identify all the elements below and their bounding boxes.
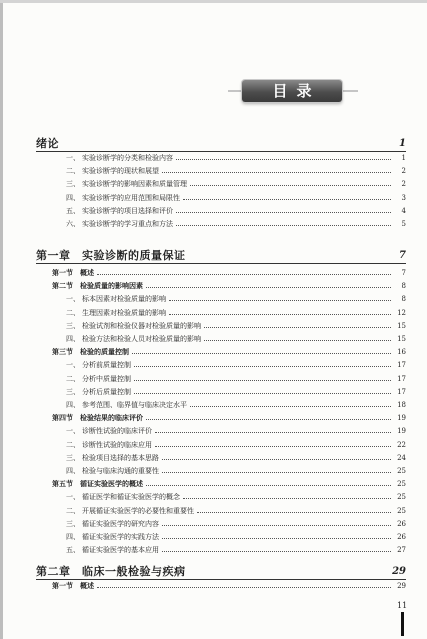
dot-leader: [169, 314, 391, 315]
entry-label: 实验诊断学的现状和展望: [82, 167, 159, 176]
entry-page-number: 16: [397, 348, 406, 357]
entry-label: 循证医学和循证实验医学的概念: [82, 493, 180, 502]
toc-item-entry[interactable]: [66, 293, 406, 305]
entry-label: 检验试剂和检验仪器对检验质量的影响: [82, 321, 201, 330]
entry-label: 实验诊断学的影响因素和质量管理: [82, 180, 187, 189]
entry-page-number: 1: [401, 154, 406, 162]
entry-number: 第一节: [52, 582, 73, 590]
dot-leader: [155, 432, 391, 433]
entry-number: 五、: [66, 546, 80, 555]
entry-label: 实验诊断学的项目选择和评价: [82, 206, 173, 215]
entry-number: 二、: [66, 506, 80, 515]
dot-leader: [176, 159, 391, 160]
toc-item-entry[interactable]: [66, 320, 406, 332]
entry-page-number: 15: [397, 335, 406, 343]
entry-number: 第二节: [52, 282, 73, 291]
entry-number: 四、: [66, 335, 80, 343]
entry-label: 开展循证实验医学的必要性和重要性: [82, 506, 194, 515]
entry-number: 二、: [66, 167, 80, 176]
toc-item-entry[interactable]: [66, 452, 406, 464]
section-page-number: 7: [399, 250, 406, 261]
dot-leader: [197, 512, 391, 513]
entry-page-number: 2: [401, 167, 406, 176]
entry-label: 标本因素对检验质量的影响: [82, 295, 166, 304]
entry-page-number: 26: [397, 519, 406, 528]
entry-page-number: 25: [397, 480, 406, 489]
entry-page-number: 5: [401, 220, 406, 228]
entry-label: 生理因素对检验质量的影响: [82, 308, 166, 317]
entry-label: 实验诊断学的学习重点和方法: [82, 220, 173, 228]
dot-leader: [183, 498, 391, 499]
entry-label: 检验的质量控制: [80, 348, 129, 357]
page-edge-shadow: [0, 0, 3, 639]
entry-number: 三、: [66, 519, 80, 528]
entry-page-number: 27: [397, 546, 406, 555]
toc-item-entry[interactable]: [66, 399, 406, 411]
entry-number: 二、: [66, 374, 80, 383]
entry-label: 参考范围、临界值与临床决定水平: [82, 401, 187, 409]
toc-item-entry[interactable]: [66, 544, 406, 556]
dot-leader: [183, 199, 391, 200]
toc-item-entry[interactable]: [66, 359, 406, 371]
entry-number: 三、: [66, 180, 80, 189]
entry-label: 检验结果的临床评价: [80, 414, 143, 423]
entry-number: 四、: [66, 193, 80, 202]
toc-item-entry[interactable]: [66, 373, 406, 385]
section-title: 第二章 临床一般检验与疾病: [36, 565, 186, 578]
dot-leader: [162, 538, 391, 539]
entry-number: 第四节: [52, 414, 73, 423]
dot-leader: [176, 225, 391, 226]
section-underline: [36, 263, 406, 264]
toc-item-entry[interactable]: [66, 307, 406, 319]
dot-leader: [155, 446, 391, 447]
entry-number: 四、: [66, 467, 80, 475]
entry-page-number: 19: [397, 414, 406, 423]
section-title: 绪论: [36, 137, 59, 150]
entry-number: 一、: [66, 427, 80, 436]
toc-item-entry[interactable]: [66, 439, 406, 451]
entry-label: 检验项目选择的基本思路: [82, 453, 159, 462]
dot-leader: [162, 459, 391, 460]
entry-number: 五、: [66, 206, 80, 215]
toc-item-entry[interactable]: [66, 192, 406, 204]
dot-leader: [132, 353, 391, 354]
dot-leader: [190, 185, 391, 186]
dot-leader: [204, 340, 391, 341]
dot-leader: [190, 406, 391, 407]
entry-label: 检验质量的影响因素: [80, 282, 143, 291]
entry-label: 检验与临床沟通的重要性: [82, 467, 159, 475]
section-page-number: 29: [392, 566, 406, 577]
entry-number: 四、: [66, 533, 80, 541]
entry-page-number: 24: [397, 453, 406, 462]
toc-item-entry[interactable]: [66, 386, 406, 398]
entry-page-number: 17: [397, 374, 406, 383]
entry-page-number: 22: [397, 440, 406, 449]
toc-item-entry[interactable]: [66, 518, 406, 530]
dot-leader: [162, 551, 391, 552]
entry-page-number: 25: [397, 493, 406, 502]
entry-label: 检验方法和检验人员对检验质量的影响: [82, 335, 201, 343]
entry-page-number: 15: [397, 321, 406, 330]
entry-page-number: 17: [397, 387, 406, 396]
dot-leader: [134, 393, 391, 394]
entry-label: 概述: [80, 269, 94, 277]
toc-subsection-entry[interactable]: [52, 412, 406, 424]
entry-number: 第一节: [52, 269, 73, 277]
entry-page-number: 3: [401, 193, 406, 202]
entry-number: 二、: [66, 440, 80, 449]
entry-number: 六、: [66, 220, 80, 228]
toc-subsection-entry[interactable]: [52, 267, 406, 279]
section-title: 第一章 实验诊断的质量保证: [36, 249, 186, 262]
entry-page-number: 4: [401, 206, 406, 215]
dot-leader: [97, 587, 391, 588]
entry-page-number: 12: [397, 308, 406, 317]
entry-page-number: 25: [397, 506, 406, 515]
section-page-number: 1: [399, 138, 406, 149]
entry-label: 分析后质量控制: [82, 387, 131, 396]
entry-page-number: 2: [401, 180, 406, 189]
dot-leader: [134, 380, 391, 381]
entry-page-number: 25: [397, 467, 406, 475]
dot-leader: [97, 274, 391, 275]
toc-item-entry[interactable]: [66, 178, 406, 190]
entry-page-number: 8: [401, 295, 406, 304]
dot-leader: [134, 366, 391, 367]
entry-number: 三、: [66, 321, 80, 330]
page-title: 目录: [272, 82, 321, 100]
entry-page-number: 29: [397, 582, 406, 590]
entry-number: 四、: [66, 401, 80, 409]
entry-label: 分析前质量控制: [82, 361, 131, 370]
entry-label: 诊断性试验的临床应用: [82, 440, 152, 449]
entry-label: 实验诊断学的应用范围和局限性: [82, 193, 180, 202]
toc-subsection-entry[interactable]: [52, 478, 406, 490]
dot-leader: [146, 287, 391, 288]
entry-label: 实验诊断学的分类和检验内容: [82, 154, 173, 162]
dot-leader: [162, 472, 391, 473]
entry-page-number: 8: [401, 282, 406, 291]
toc-subsection-entry[interactable]: [52, 580, 406, 592]
entry-label: 循证实验医学的研究内容: [82, 519, 159, 528]
toc-item-entry[interactable]: [66, 165, 406, 177]
dot-leader: [204, 327, 391, 328]
entry-page-number: 18: [397, 401, 406, 409]
entry-number: 一、: [66, 361, 80, 370]
entry-label: 概述: [80, 582, 94, 590]
entry-number: 二、: [66, 308, 80, 317]
entry-number: 三、: [66, 453, 80, 462]
entry-label: 循证实验医学的实践方法: [82, 533, 159, 541]
toc-item-entry[interactable]: [66, 333, 406, 345]
dot-leader: [176, 212, 391, 213]
toc-item-entry[interactable]: [66, 465, 406, 477]
toc-item-entry[interactable]: [66, 205, 406, 217]
entry-page-number: 7: [401, 269, 406, 277]
entry-number: 三、: [66, 387, 80, 396]
toc-subsection-entry[interactable]: [52, 280, 406, 292]
page-edge-marker: [401, 612, 404, 636]
entry-number: 第五节: [52, 480, 73, 489]
entry-label: 循证实验医学的基本应用: [82, 546, 159, 555]
entry-label: 循证实验医学的概述: [80, 480, 143, 489]
page-number: 11: [397, 601, 408, 610]
dot-leader: [169, 300, 391, 301]
title-banner: [242, 80, 342, 102]
entry-number: 一、: [66, 295, 80, 304]
entry-page-number: 19: [397, 427, 406, 436]
toc-item-entry[interactable]: [66, 505, 406, 517]
toc-subsection-entry[interactable]: [52, 346, 406, 358]
section-heading[interactable]: [36, 137, 406, 151]
entry-page-number: 17: [397, 361, 406, 370]
entry-label: 诊断性试验的临床评价: [82, 427, 152, 436]
toc-item-entry[interactable]: [66, 218, 406, 230]
section-heading[interactable]: [36, 565, 406, 579]
entry-label: 分析中质量控制: [82, 374, 131, 383]
toc-item-entry[interactable]: [66, 531, 406, 543]
dot-leader: [146, 419, 391, 420]
dot-leader: [162, 525, 391, 526]
entry-number: 一、: [66, 154, 80, 162]
toc-item-entry[interactable]: [66, 425, 406, 437]
section-heading[interactable]: [36, 249, 406, 263]
page-top-edge: [0, 0, 427, 3]
toc-item-entry[interactable]: [66, 491, 406, 503]
entry-number: 一、: [66, 493, 80, 502]
dot-leader: [146, 485, 391, 486]
entry-page-number: 26: [397, 533, 406, 541]
toc-item-entry[interactable]: [66, 152, 406, 164]
entry-number: 第三节: [52, 348, 73, 357]
dot-leader: [162, 172, 391, 173]
